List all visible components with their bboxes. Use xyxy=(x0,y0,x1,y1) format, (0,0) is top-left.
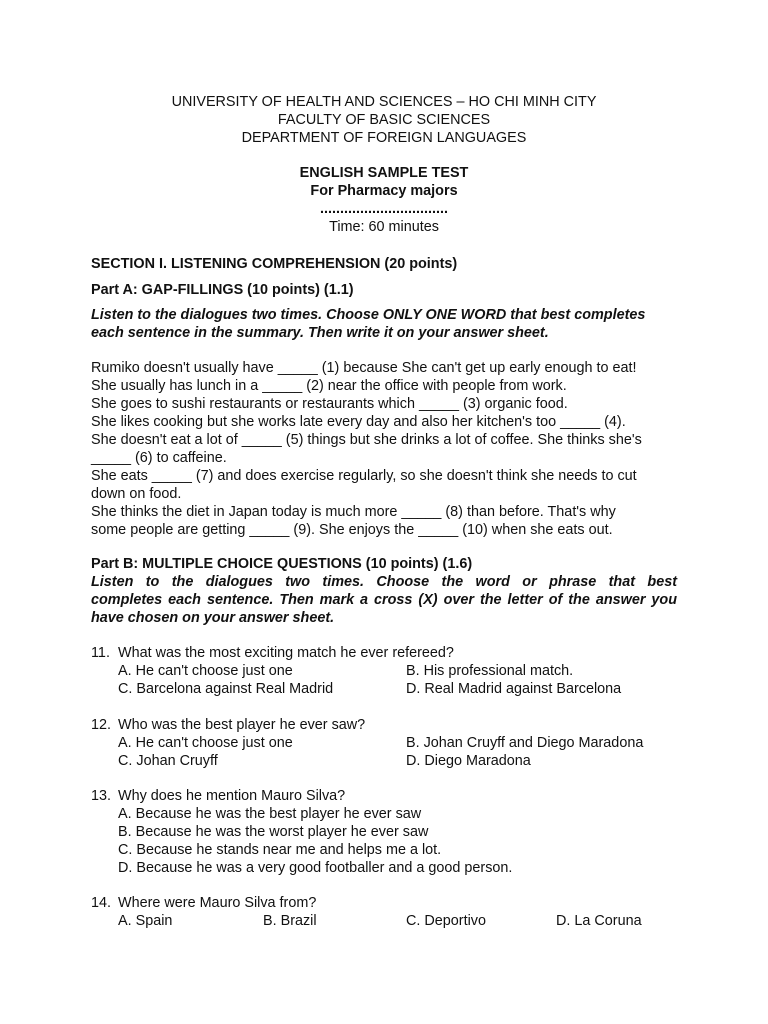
partB-instruction-line: Listen to the dialogues two times. Choose the word or phrase that best xyxy=(91,574,677,590)
option-a: A. Spain xyxy=(118,913,173,929)
summary-line: some people are getting _____ (9). She enjoys the _____ (10) when she eats out. xyxy=(91,522,613,538)
summary-line: She likes cooking but she works late every day and also her kitchen's too _____ (4). xyxy=(91,414,626,430)
test-title: ENGLISH SAMPLE TEST xyxy=(299,165,469,181)
partB-heading: Part B: MULTIPLE CHOICE QUESTIONS (10 points) (1.6) xyxy=(91,556,473,572)
option-b: B. Johan Cruyff and Diego Maradona xyxy=(406,735,644,751)
question-number: 12. xyxy=(91,717,112,733)
institution-header xyxy=(0,93,768,147)
option-b: B. His professional match. xyxy=(406,663,574,679)
summary-line: She goes to sushi restaurants or restaurants which _____ (3) organic food. xyxy=(91,396,568,412)
option-b: B. Brazil xyxy=(263,913,317,929)
option-c: C. Deportivo xyxy=(406,913,486,929)
question-number: 11. xyxy=(91,645,110,661)
question-text: Who was the best player he ever saw? xyxy=(118,717,366,733)
summary-line: Rumiko doesn't usually have _____ (1) because She can't get up early enough to eat! xyxy=(91,360,637,376)
partA-summary xyxy=(91,359,677,539)
test-time: Time: 60 minutes xyxy=(329,219,439,235)
faculty-name: FACULTY OF BASIC SCIENCES xyxy=(277,112,491,128)
option-a: A. He can't choose just one xyxy=(118,735,293,751)
section1-heading: SECTION I. LISTENING COMPREHENSION (20 points) xyxy=(91,256,458,272)
option-d: D. Real Madrid against Barcelona xyxy=(406,681,622,697)
option-a: A. He can't choose just one xyxy=(118,663,293,679)
partA-instruction-line: Listen to the dialogues two times. Choose ONLY ONE WORD that best completes xyxy=(91,307,646,323)
title-dots: ................................ xyxy=(320,201,448,217)
question-text: Where were Mauro Silva from? xyxy=(118,895,317,911)
partA-instructions xyxy=(91,306,677,342)
question-number: 13. xyxy=(91,788,112,804)
summary-line: She usually has lunch in a _____ (2) near the office with people from work. xyxy=(91,378,567,394)
test-title-block xyxy=(0,164,768,236)
option-d: D. La Coruna xyxy=(556,913,642,929)
summary-line: _____ (6) to caffeine. xyxy=(91,450,227,466)
test-subtitle: For Pharmacy majors xyxy=(310,183,458,199)
summary-line: She thinks the diet in Japan today is much more _____ (8) than before. That's why xyxy=(91,504,616,520)
option-c: C. Barcelona against Real Madrid xyxy=(118,681,334,697)
question-11 xyxy=(91,644,691,698)
option-d: D. Because he was a very good footballer and a good person. xyxy=(118,860,513,876)
partB-instruction-line: have chosen on your answer sheet. xyxy=(91,610,335,626)
department-name: DEPARTMENT OF FOREIGN LANGUAGES xyxy=(241,130,527,146)
option-c: C. Because he stands near me and helps me a lot. xyxy=(118,842,442,858)
option-c: C. Johan Cruyff xyxy=(118,753,218,769)
summary-line: She doesn't eat a lot of _____ (5) things but she drinks a lot of coffee. She thinks she's xyxy=(91,432,642,448)
question-12 xyxy=(91,716,691,770)
question-number: 14. xyxy=(91,895,112,911)
question-text: What was the most exciting match he ever refereed? xyxy=(118,645,454,661)
university-name: UNIVERSITY OF HEALTH AND SCIENCES – HO CHI MINH CITY xyxy=(171,94,597,110)
option-b: B. Because he was the worst player he ever saw xyxy=(118,824,429,840)
partB-instructions xyxy=(91,573,677,627)
question-text: Why does he mention Mauro Silva? xyxy=(118,788,346,804)
partB-instruction-line: completes each sentence. Then mark a cross (X) over the letter of the answer you xyxy=(91,592,677,608)
partA-heading: Part A: GAP-FILLINGS (10 points) (1.1) xyxy=(91,282,354,298)
question-13 xyxy=(91,787,691,877)
option-d: D. Diego Maradona xyxy=(406,753,531,769)
summary-line: She eats _____ (7) and does exercise regularly, so she doesn't think she needs to cut xyxy=(91,468,637,484)
partA-instruction-line: each sentence in the summary. Then write it on your answer sheet. xyxy=(91,325,549,341)
question-14 xyxy=(91,894,691,930)
summary-line: down on food. xyxy=(91,486,182,502)
option-a: A. Because he was the best player he ever saw xyxy=(118,806,422,822)
